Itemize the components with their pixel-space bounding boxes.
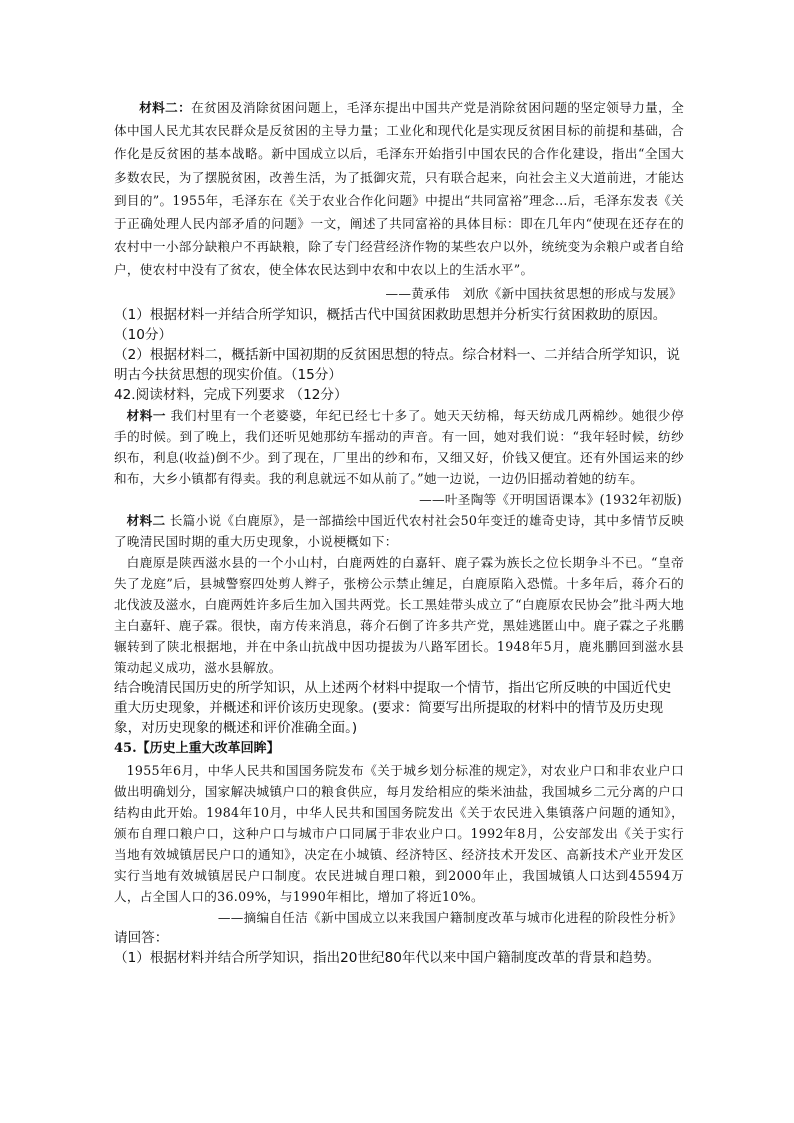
q42-material-1 [114, 405, 684, 489]
material-2-text: 在贫困及消除贫困问题上，毛泽东提出中国共产党是消除贫困问题的坚定领导力量，全体中国人民尤其农民群众是反贫困的主导力量；工业化和现代化是实现反贫困目标的前提和基础，合作化是反贫困的基本战略。新中国成立以后，毛泽东开始指引中国农民的合作化建设，指出“全国大多数农民，为了摆脱贫困，改善生活，为了抵御灾荒，只有联合起来，向社会主义大道前进，才能达到目的”。1955年，毛泽东在《关于农业合作化问题》中提出“共同富裕”理念…后，毛泽东发表《关于正确处理人民内部矛盾的问题》一文，阐述了共同富裕的具体目标：即在几年内“使现在还存在的农村中一小部分缺粮户不再缺粮，除了专门经营经济作物的某些农户以外，统统变为余粮户或者自给户，使农村中没有了贫农，使全体农民达到中农和中农以上的生活水平”。 [114, 100, 685, 278]
q42-task: 结合晚清民国历史的所学知识，从上述两个材料中提取一个情节，指出它所反映的中国近代史重大历史现象，并概述和评价该历史现象。(要求：简要写出所提取的材料中的情节及历史现象，对历史现象的概述和评价准确全面。) [114, 679, 672, 736]
q42-material-1-label: 材料一 [126, 407, 167, 423]
q42-material-2-intro [114, 510, 684, 552]
q42-material-1-text: 我们村里有一个老婆婆，年纪已经七十多了。她天天纺棉，每天纺成几两棉纱。她很少停手的时候。到了晚上，我们还听见她那纺车摇动的声音。有一回，她对我们说：“我年轻时候，纺纱织布，利息(收益)倒不少。到了现在，厂里出的纱和布，又细又好，价钱又便宜。还有外国运来的纱和布，大乡小镇都有得卖。我的利息就远不如从前了。”她一边说，一边仍旧摇动着她的纺车。 [114, 407, 684, 486]
material-2-paragraph [114, 96, 684, 282]
question-41-2: （2）根据材料二，概括新中国初期的反贫困思想的特点。综合材料一、二并结合所学知识，说明古今扶贫思想的现实价值。（15分） [114, 346, 680, 383]
material-2-source: ——黄承伟 刘欣《新中国扶贫思想的形成与发展》 [385, 285, 682, 301]
q42-material-2-intro-text: 长篇小说《白鹿原》，是一部描绘中国近代农村社会50年变迁的雄奇史诗，其中多情节反映了晚清民国时期的重大历史现象，小说梗概如下： [114, 512, 685, 549]
q45-source: ——摘编自任洁《新中国成立以来我国户籍制度改革与城市化进程的阶段性分析》 [217, 909, 682, 925]
q42-material-2-body: 白鹿原是陕西滋水县的一个小山村，白鹿两姓的白嘉轩、鹿子霖为族长之位长期争斗不已。“皇帝失了龙庭”后，县城警察四处剪人辫子，张榜公示禁止缠足，白鹿原陷入恐慌。十多年后，蒋介石的北伐波及滋水，白鹿两姓许多后生加入国共两党。长工黑娃带头成立了“白鹿原农民协会”批斗两大地主白嘉轩、鹿子霖。很快，南方传来消息，蒋介石倒了许多共产党，黑娃逃匿山中。鹿子霖之子兆鹏辗转到了陕北根据地，并在中条山抗战中因功提拔为八路军团长。1948年5月，鹿兆鹏回到滋水县策动起义成功，滋水县解放。 [114, 554, 684, 675]
question-41-1: （1）根据材料一并结合所学知识，概括古代中国贫困救助思想并分析实行贫困救助的原因。（10分） [114, 306, 667, 343]
question-42-heading: 42.阅读材料，完成下列要求 （12分） [114, 386, 348, 403]
q42-material-1-source: ——叶圣陶等《开明国语课本》(1932年初版) [419, 491, 682, 507]
q45-question-1: （1）根据材料并结合所学知识，指出20世纪80年代以来中国户籍制度改革的背景和趋势。 [114, 949, 661, 966]
q42-material-2-label: 材料二 [126, 512, 166, 528]
q45-material-text: 1955年6月，中华人民共和国国务院发布《关于城乡划分标准的规定》，对农业户口和非农业户口做出明确划分，国家解决城镇户口的粮食供应，每月发给相应的柴米油盐，我国城乡二元分离的户口结构由此开始。1984年10月，中华人民共和国国务院发出《关于农民进入集镇落户问题的通知》，颁布自理口粮户口，这种户口与城市户口同属于非农业户口。1992年8月，公安部发出《关于实行当地有效城镇居民户口的通知》，决定在小城镇、经济特区、经济技术开发区、高新技术产业开发区实行当地有效城镇居民户口制度。农民进城自理口粮，到2000年止，我国城镇人口达到45594万人，占全国人口的36.09%，与1990年相比，增加了将近10%。 [114, 762, 684, 904]
q45-prompt: 请回答： [114, 929, 169, 946]
material-2-label: 材料二： [139, 100, 192, 115]
exam-page [114, 96, 684, 968]
question-45-heading: 45.【历史上重大改革回眸】 [114, 740, 280, 756]
